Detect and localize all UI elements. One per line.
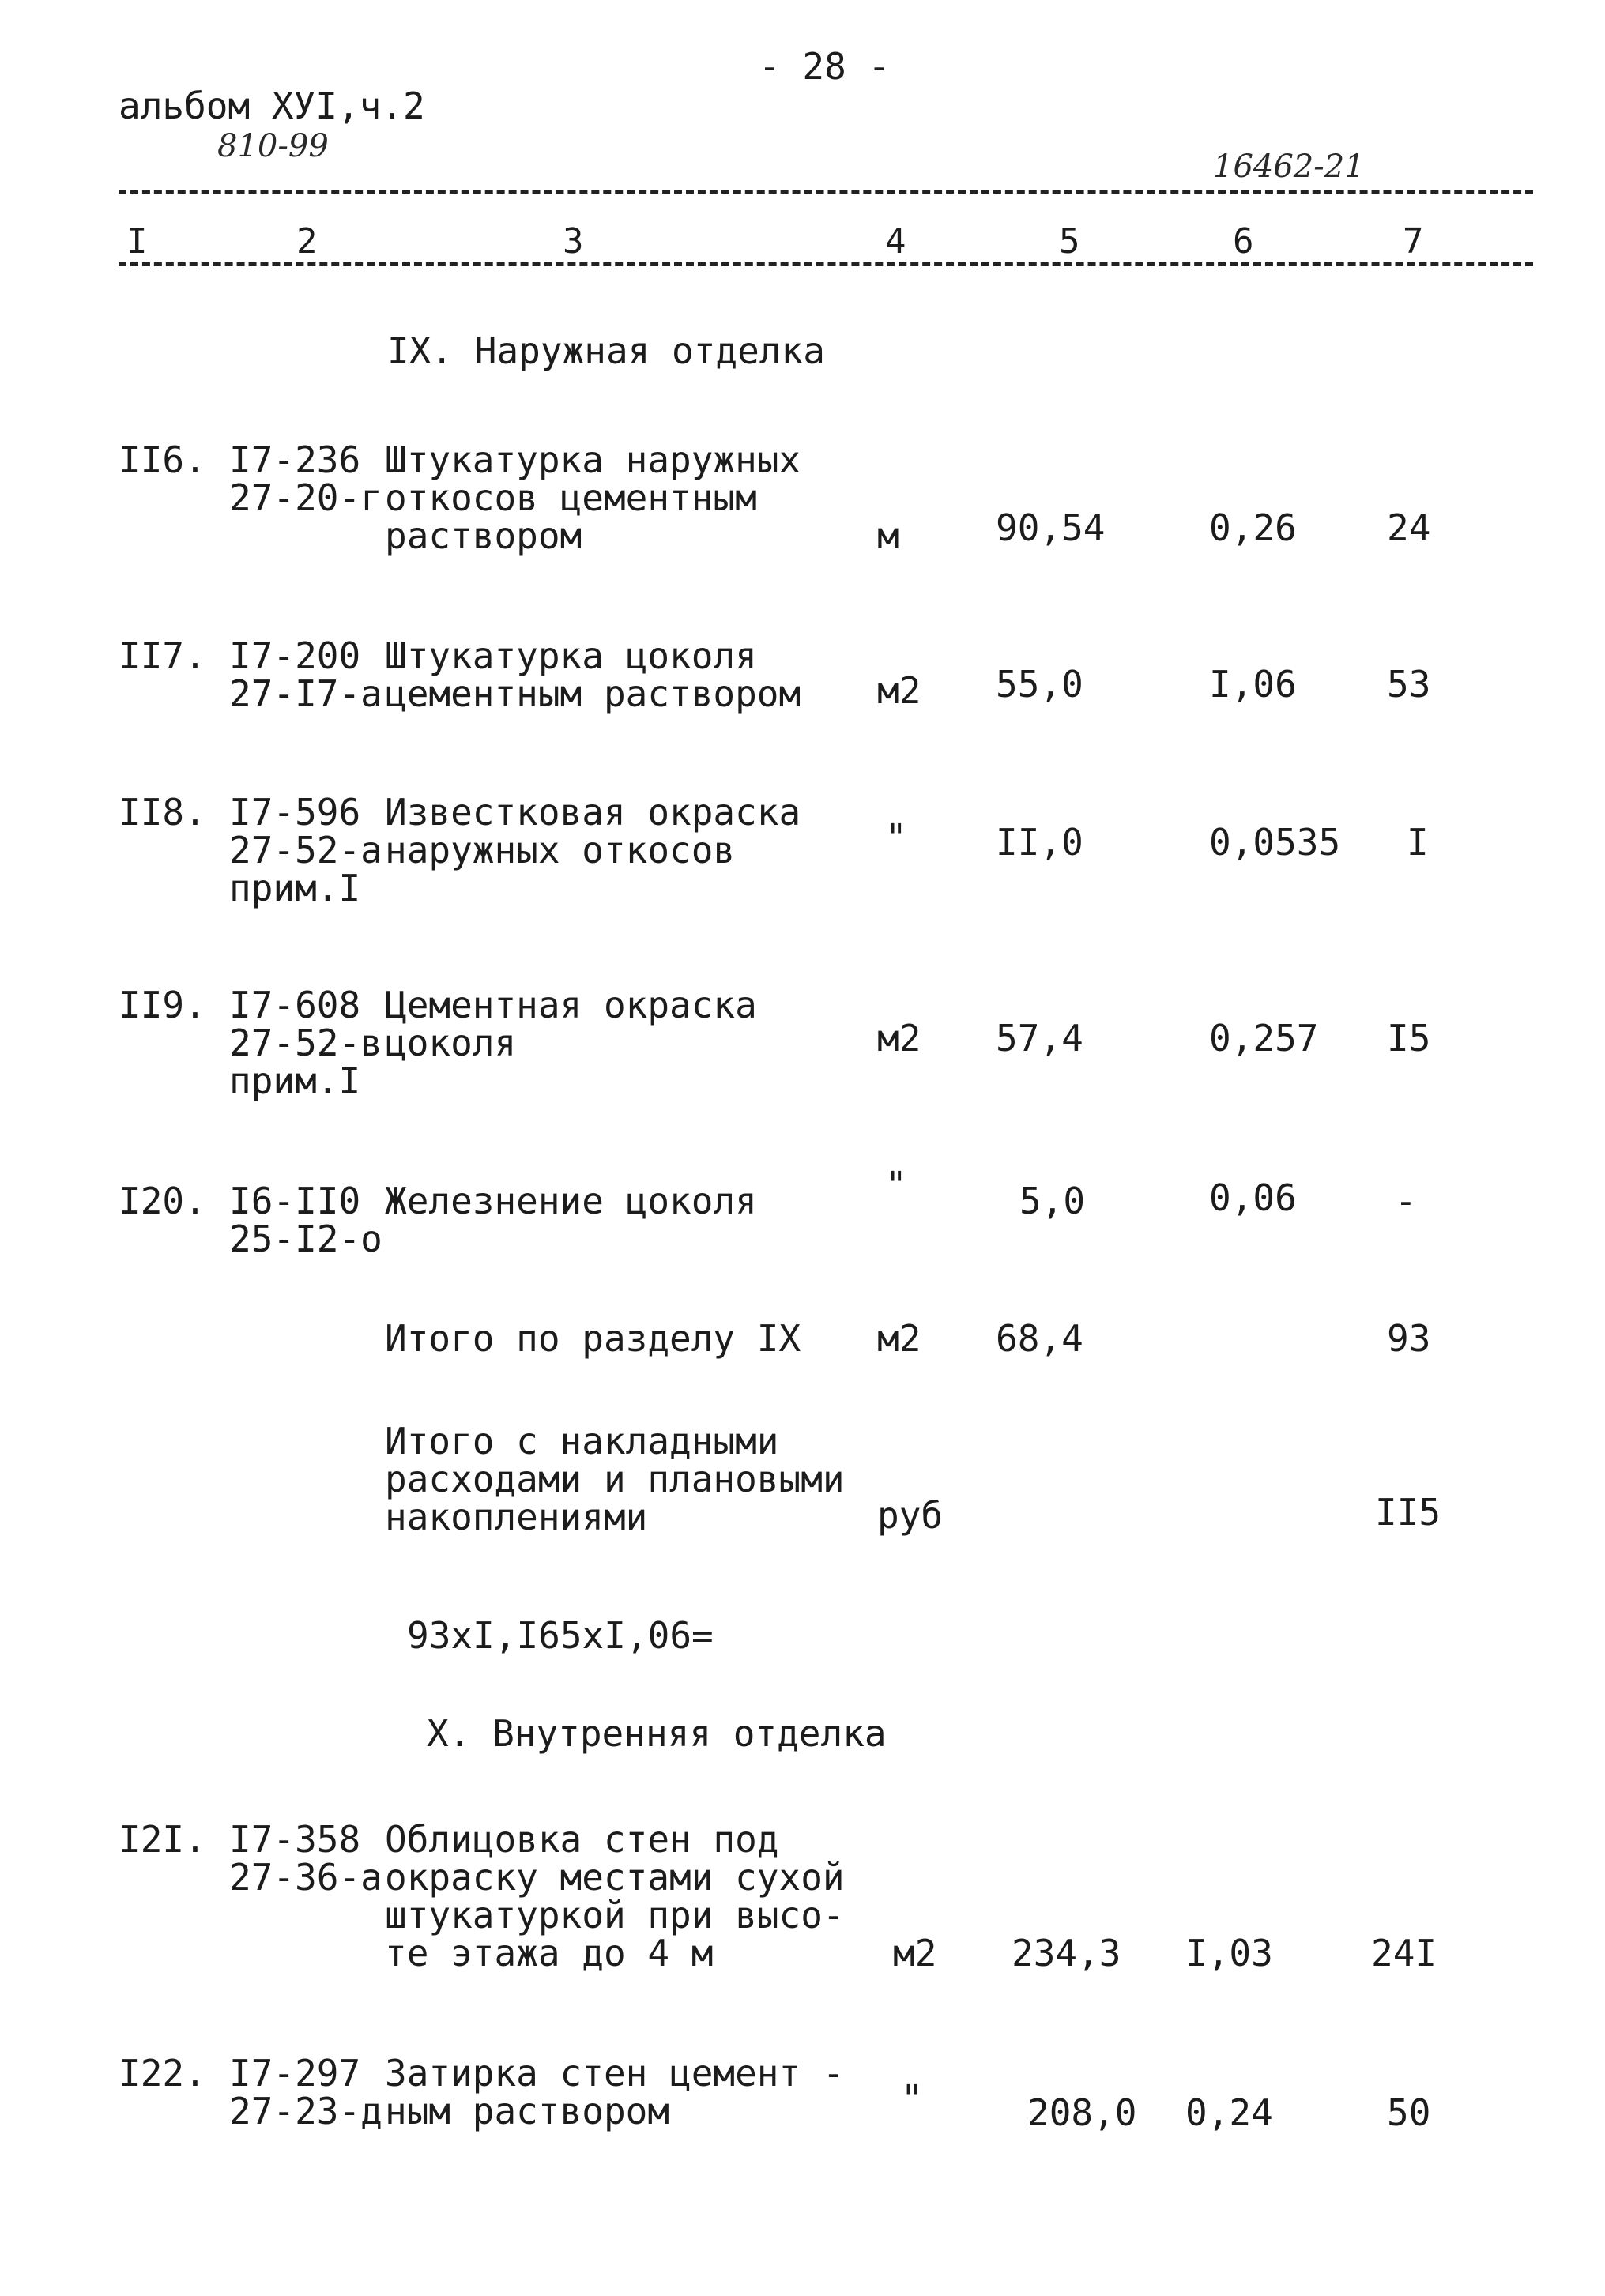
row-rate: 0,26 <box>1209 506 1297 549</box>
overhead-total-unit: руб <box>877 1494 944 1537</box>
handwritten-note-left: 810-99 <box>217 128 329 164</box>
row-number: I20. <box>119 1180 206 1222</box>
row-number: II9. <box>119 984 206 1026</box>
section-total-quantity: 68,4 <box>996 1317 1083 1360</box>
row-number: I22. <box>119 2052 206 2095</box>
column-header-5: 5 <box>1059 221 1080 262</box>
row-rate: I,03 <box>1185 1932 1273 1974</box>
row-total: I <box>1407 821 1429 864</box>
row-code: I7-596 27-52-а прим.I <box>229 791 382 909</box>
row-code: I6-II0 25-I2-о <box>229 1180 382 1260</box>
row-quantity: 5,0 <box>1019 1180 1086 1222</box>
row-quantity: 57,4 <box>996 1017 1083 1060</box>
column-header-4: 4 <box>885 221 906 262</box>
row-number: I2I. <box>119 1818 206 1861</box>
row-quantity: 234,3 <box>1012 1932 1121 1974</box>
column-header-3: 3 <box>563 221 584 262</box>
row-unit: м2 <box>877 669 921 712</box>
row-unit: м2 <box>893 1932 937 1974</box>
row-unit: " <box>901 2077 923 2120</box>
overhead-total-label: Итого с накладными расходами и плановыми накоплениями <box>385 1420 845 1538</box>
row-total: 24I <box>1371 1932 1437 1974</box>
section-total-label: Итого по разделу IX <box>385 1317 801 1360</box>
row-code: I7-608 27-52-в прим.I <box>229 984 382 1102</box>
row-rate: I,06 <box>1209 663 1297 706</box>
row-code: I7-200 27-I7-а <box>229 634 382 715</box>
row-description: Облицовка стен под окраску местами сухой штукатуркой при высо- те этажа до 4 м <box>385 1818 845 1974</box>
section-total-unit: м2 <box>877 1317 921 1360</box>
row-number: II8. <box>119 791 206 834</box>
row-code: I7-297 27-23-д <box>229 2052 382 2132</box>
section-heading-x: X. Внутренняя отделка <box>427 1712 887 1755</box>
section-heading-ix: IX. Наружная отделка <box>387 329 825 372</box>
row-description: Затирка стен цемент - ным раствором <box>385 2052 845 2132</box>
row-quantity: 208,0 <box>1027 2091 1137 2134</box>
row-unit: м2 <box>877 1017 921 1060</box>
row-unit: " <box>885 816 907 859</box>
overhead-total-sum: II5 <box>1375 1491 1441 1534</box>
row-total: 53 <box>1387 663 1431 706</box>
handwritten-note-right: 16462-21 <box>1213 149 1365 185</box>
section-total-sum: 93 <box>1387 1317 1431 1360</box>
row-quantity: 90,54 <box>996 506 1106 549</box>
row-rate: 0,06 <box>1209 1176 1297 1219</box>
album-label: альбом XУI,ч.2 <box>119 85 425 127</box>
row-unit: м <box>877 514 899 557</box>
row-rate: 0,0535 <box>1209 821 1341 864</box>
overhead-formula: 93xI,I65xI,06= <box>407 1614 714 1657</box>
row-description: Штукатурка цоколя цементным раствором <box>385 634 801 715</box>
row-total: 50 <box>1387 2091 1431 2134</box>
row-rate: 0,257 <box>1209 1017 1319 1060</box>
row-quantity: II,0 <box>996 821 1083 864</box>
row-number: II7. <box>119 634 206 677</box>
row-number: II6. <box>119 438 206 481</box>
row-description: Цементная окраска цоколя <box>385 984 757 1064</box>
row-quantity: 55,0 <box>996 663 1083 706</box>
row-total: 24 <box>1387 506 1431 549</box>
column-header-6: 6 <box>1233 221 1254 262</box>
row-description: Штукатурка наружных откосов цементным раствором <box>385 438 801 557</box>
page-number: - 28 - <box>759 45 891 88</box>
row-code: I7-358 27-36-а <box>229 1818 382 1899</box>
column-header-2: 2 <box>296 221 318 262</box>
header-rule-top <box>119 190 1533 194</box>
column-header-7: 7 <box>1403 221 1424 262</box>
column-header-1: I <box>126 221 148 262</box>
row-description: Железнение цоколя <box>385 1180 757 1222</box>
row-rate: 0,24 <box>1185 2091 1273 2134</box>
row-total: - <box>1395 1180 1417 1222</box>
row-unit: " <box>885 1164 907 1206</box>
row-total: I5 <box>1387 1017 1431 1060</box>
header-rule-bottom <box>119 262 1533 266</box>
row-description: Известковая окраска наружных откосов <box>385 791 801 871</box>
row-code: I7-236 27-20-г <box>229 438 382 519</box>
